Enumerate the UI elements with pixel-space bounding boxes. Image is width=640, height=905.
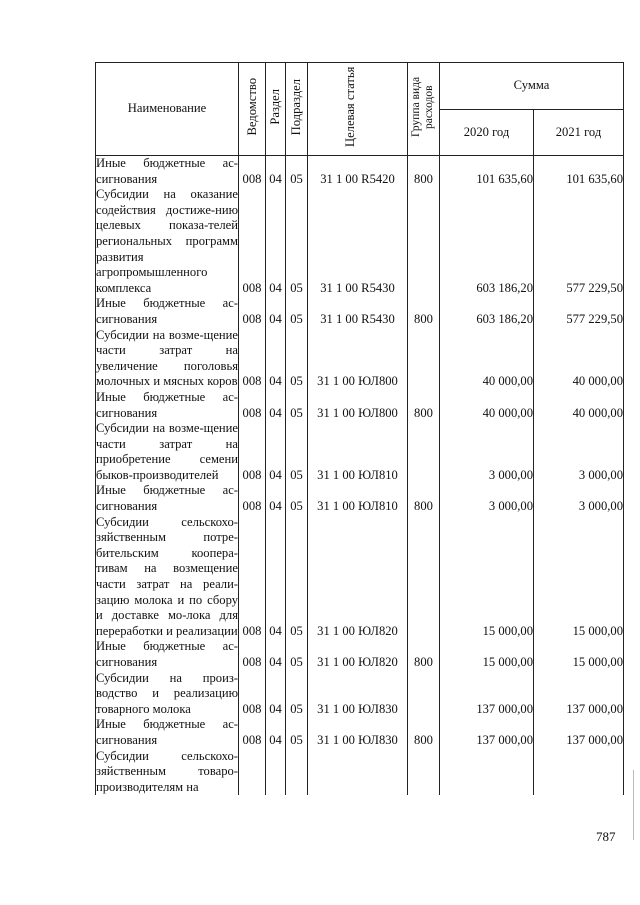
- cell-podrazdel: 05: [286, 671, 308, 718]
- cell-vedomstvo: 008: [239, 483, 266, 514]
- cell-sum-2020: 603 186,20: [440, 296, 534, 327]
- cell-razdel: 04: [266, 156, 286, 188]
- scan-edge-mark: [633, 770, 634, 840]
- cell-sum-2021: 101 635,60: [534, 156, 624, 188]
- cell-vedomstvo: 008: [239, 296, 266, 327]
- table-row: [96, 156, 624, 188]
- header-year-2021: 2021 год: [534, 110, 624, 156]
- cell-celevaya-statya: 31 1 00 ЮЛ810: [308, 421, 408, 483]
- cell-name: Субсидии на возме-щение части затрат на приобретение семени быков-производителей: [96, 421, 238, 482]
- table-row: [96, 717, 624, 748]
- cell-razdel: 04: [266, 515, 286, 640]
- cell-celevaya-statya: 31 1 00 R5430: [308, 187, 408, 296]
- header-gruppa: Группа вида расходов: [408, 63, 440, 156]
- table-row: [96, 639, 624, 670]
- cell-gruppa-vida: [408, 671, 440, 718]
- cell-podrazdel: 05: [286, 483, 308, 514]
- cell-name: Иные бюджетные ас-сигнования: [96, 156, 238, 186]
- cell-podrazdel: 05: [286, 328, 308, 390]
- cell-celevaya-statya: 31 1 00 R5420: [308, 156, 408, 188]
- cell-sum-2020: 603 186,20: [440, 187, 534, 296]
- cell-sum-2020: 40 000,00: [440, 328, 534, 390]
- cell-name: Субсидии сельскохо-зяйственным товаро-производителям на: [96, 748, 238, 794]
- cell-sum-2021: 577 229,50: [534, 187, 624, 296]
- cell-razdel: [266, 749, 286, 796]
- cell-vedomstvo: 008: [239, 717, 266, 748]
- cell-sum-2021: 40 000,00: [534, 390, 624, 421]
- cell-podrazdel: 05: [286, 515, 308, 640]
- cell-sum-2021: 15 000,00: [534, 515, 624, 640]
- cell-vedomstvo: 008: [239, 639, 266, 670]
- cell-name: Субсидии на возме-щение части затрат на увеличение поголовья молочных и мясных коров: [96, 327, 238, 389]
- cell-name: Субсидии на произ-водство и реализацию товарного молока: [96, 670, 238, 716]
- cell-celevaya-statya: [308, 749, 408, 796]
- table-row: [96, 483, 624, 514]
- cell-celevaya-statya: 31 1 00 ЮЛ830: [308, 717, 408, 748]
- cell-podrazdel: 05: [286, 421, 308, 483]
- cell-sum-2020: 15 000,00: [440, 639, 534, 670]
- cell-sum-2021: 137 000,00: [534, 671, 624, 718]
- cell-podrazdel: 05: [286, 390, 308, 421]
- cell-gruppa-vida: [408, 749, 440, 796]
- cell-podrazdel: 05: [286, 156, 308, 188]
- cell-podrazdel: 05: [286, 639, 308, 670]
- cell-razdel: 04: [266, 671, 286, 718]
- header-celevaya: Целевая статья: [308, 63, 408, 156]
- cell-razdel: 04: [266, 328, 286, 390]
- cell-celevaya-statya: 31 1 00 R5430: [308, 296, 408, 327]
- cell-gruppa-vida: [408, 515, 440, 640]
- table-row: [96, 187, 624, 296]
- cell-razdel: 04: [266, 483, 286, 514]
- cell-gruppa-vida: 800: [408, 390, 440, 421]
- cell-razdel: 04: [266, 390, 286, 421]
- cell-name: Субсидии сельскохо-зяйственным потре-бительским коопера-тивам на возмещение части затрат на реали-зацию молока и по сбору и доставке мо-лока для переработки и реализации: [96, 514, 238, 638]
- cell-vedomstvo: 008: [239, 515, 266, 640]
- budget-table: [95, 62, 624, 795]
- cell-name: Иные бюджетные ас-сигнования: [96, 296, 238, 326]
- header-summa: Сумма: [440, 63, 624, 110]
- header-razdel: Раздел: [266, 63, 286, 156]
- cell-celevaya-statya: 31 1 00 ЮЛ800: [308, 390, 408, 421]
- cell-vedomstvo: 008: [239, 156, 266, 188]
- cell-sum-2020: 15 000,00: [440, 515, 534, 640]
- table-row: [96, 749, 624, 796]
- cell-razdel: 04: [266, 421, 286, 483]
- cell-gruppa-vida: 800: [408, 639, 440, 670]
- cell-podrazdel: 05: [286, 717, 308, 748]
- cell-sum-2021: 3 000,00: [534, 483, 624, 514]
- cell-vedomstvo: 008: [239, 390, 266, 421]
- cell-razdel: 04: [266, 639, 286, 670]
- cell-gruppa-vida: [408, 187, 440, 296]
- cell-vedomstvo: 008: [239, 421, 266, 483]
- cell-podrazdel: [286, 749, 308, 796]
- cell-gruppa-vida: 800: [408, 483, 440, 514]
- cell-podrazdel: 05: [286, 187, 308, 296]
- table-row: [96, 515, 624, 640]
- table-row: [96, 421, 624, 483]
- cell-vedomstvo: [239, 749, 266, 796]
- cell-name: Иные бюджетные ас-сигнования: [96, 639, 238, 669]
- cell-sum-2021: 40 000,00: [534, 328, 624, 390]
- header-vedomstvo: Ведомство: [239, 63, 266, 156]
- header-name: Наименование: [96, 63, 239, 156]
- cell-sum-2020: 101 635,60: [440, 156, 534, 188]
- cell-celevaya-statya: 31 1 00 ЮЛ830: [308, 671, 408, 718]
- page-number: 787: [596, 829, 616, 844]
- cell-sum-2020: 3 000,00: [440, 483, 534, 514]
- cell-celevaya-statya: 31 1 00 ЮЛ800: [308, 328, 408, 390]
- cell-sum-2020: [440, 749, 534, 796]
- cell-gruppa-vida: 800: [408, 717, 440, 748]
- cell-gruppa-vida: [408, 421, 440, 483]
- cell-sum-2020: 3 000,00: [440, 421, 534, 483]
- cell-sum-2020: 137 000,00: [440, 671, 534, 718]
- header-podrazdel: Подраздел: [286, 63, 308, 156]
- table-row: [96, 390, 624, 421]
- cell-sum-2021: 577 229,50: [534, 296, 624, 327]
- cell-name: Иные бюджетные ас-сигнования: [96, 483, 238, 514]
- cell-sum-2021: [534, 749, 624, 796]
- cell-gruppa-vida: [408, 328, 440, 390]
- cell-razdel: 04: [266, 717, 286, 748]
- cell-sum-2021: 137 000,00: [534, 717, 624, 748]
- cell-celevaya-statya: 31 1 00 ЮЛ820: [308, 515, 408, 640]
- header-year-2020: 2020 год: [440, 110, 534, 156]
- cell-name: Субсидии на оказание содействия достиже-нию целевых показа-телей региональных программ развития агропромышленного комплекса: [96, 187, 238, 295]
- cell-gruppa-vida: 800: [408, 296, 440, 327]
- cell-celevaya-statya: 31 1 00 ЮЛ810: [308, 483, 408, 514]
- cell-podrazdel: 05: [286, 296, 308, 327]
- cell-gruppa-vida: 800: [408, 156, 440, 188]
- cell-name: Иные бюджетные ас-сигнования: [96, 389, 238, 420]
- table-row: [96, 296, 624, 327]
- cell-celevaya-statya: 31 1 00 ЮЛ820: [308, 639, 408, 670]
- cell-sum-2021: 3 000,00: [534, 421, 624, 483]
- cell-sum-2021: 15 000,00: [534, 639, 624, 670]
- cell-vedomstvo: 008: [239, 328, 266, 390]
- cell-vedomstvo: 008: [239, 671, 266, 718]
- cell-sum-2020: 137 000,00: [440, 717, 534, 748]
- cell-sum-2020: 40 000,00: [440, 390, 534, 421]
- cell-vedomstvo: 008: [239, 187, 266, 296]
- table-row: [96, 671, 624, 718]
- cell-razdel: 04: [266, 187, 286, 296]
- table-row: [96, 328, 624, 390]
- cell-name: Иные бюджетные ас-сигнования: [96, 717, 238, 747]
- cell-razdel: 04: [266, 296, 286, 327]
